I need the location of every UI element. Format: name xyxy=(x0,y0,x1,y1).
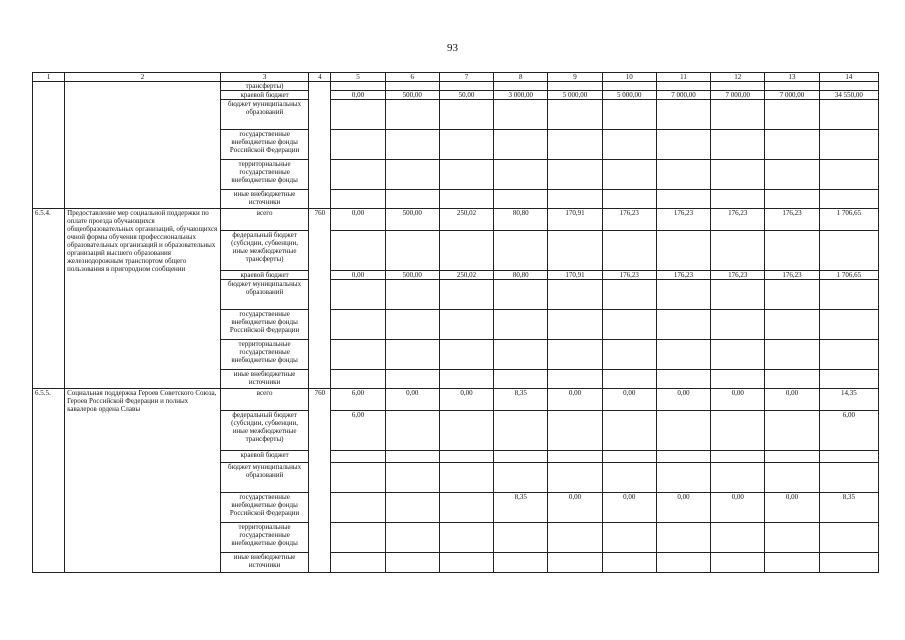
value-cell xyxy=(765,451,819,463)
value-cell xyxy=(494,553,548,573)
value-cell: 6,00 xyxy=(331,411,385,451)
value-cell xyxy=(331,553,385,573)
funding-source: иные внебюджетные источники xyxy=(220,190,308,209)
table-row xyxy=(33,209,879,231)
value-cell xyxy=(602,82,656,91)
value-cell: 176,23 xyxy=(602,209,656,231)
funding-source: краевой бюджет xyxy=(220,91,308,100)
value-cell: 14,35 xyxy=(819,389,878,411)
value-cell xyxy=(548,280,602,310)
value-cell xyxy=(765,190,819,209)
value-cell: 8,35 xyxy=(819,493,878,523)
value-cell: 176,23 xyxy=(711,271,765,280)
value-cell: 0,00 xyxy=(711,389,765,411)
value-cell: 170,91 xyxy=(548,271,602,280)
value-cell xyxy=(494,340,548,370)
value-cell xyxy=(819,451,878,463)
value-cell xyxy=(602,100,656,130)
value-cell xyxy=(548,231,602,271)
value-cell xyxy=(602,130,656,160)
value-cell xyxy=(385,340,439,370)
value-cell xyxy=(711,82,765,91)
value-cell xyxy=(602,370,656,389)
row-code xyxy=(33,82,65,209)
value-cell: 1 706,65 xyxy=(819,271,878,280)
funding-source: государственные внебюджетные фонды Российской Федерации xyxy=(220,130,308,160)
value-cell xyxy=(765,310,819,340)
value-cell xyxy=(656,190,710,209)
value-cell xyxy=(494,411,548,451)
value-cell xyxy=(385,463,439,493)
value-cell xyxy=(494,463,548,493)
value-cell xyxy=(439,493,493,523)
value-cell xyxy=(548,411,602,451)
value-cell xyxy=(602,523,656,553)
value-cell xyxy=(656,463,710,493)
value-cell xyxy=(819,100,878,130)
value-cell xyxy=(819,310,878,340)
value-cell: 0,00 xyxy=(765,389,819,411)
value-cell: 7 000,00 xyxy=(656,91,710,100)
value-cell: 7 000,00 xyxy=(765,91,819,100)
funding-source: территориальные государственные внебюджетные фонды xyxy=(220,160,308,190)
code-760 xyxy=(309,82,331,209)
value-cell xyxy=(439,100,493,130)
value-cell xyxy=(711,553,765,573)
value-cell xyxy=(711,523,765,553)
value-cell xyxy=(602,190,656,209)
row-code: 6.5.4. xyxy=(33,209,65,389)
value-cell: 0,00 xyxy=(385,389,439,411)
value-cell xyxy=(711,160,765,190)
funding-source: бюджет муниципальных образований xyxy=(220,100,308,130)
value-cell: 8,35 xyxy=(494,493,548,523)
value-cell xyxy=(819,370,878,389)
value-cell: 176,23 xyxy=(765,271,819,280)
value-cell xyxy=(765,280,819,310)
value-cell xyxy=(331,493,385,523)
value-cell: 500,00 xyxy=(385,271,439,280)
value-cell xyxy=(602,280,656,310)
funding-source: бюджет муниципальных образований xyxy=(220,280,308,310)
value-cell xyxy=(439,523,493,553)
value-cell: 176,23 xyxy=(656,271,710,280)
funding-source: бюджет муниципальных образований xyxy=(220,463,308,493)
value-cell: 0,00 xyxy=(711,493,765,523)
value-cell xyxy=(602,553,656,573)
value-cell: 34 550,00 xyxy=(819,91,878,100)
value-cell: 1 706,65 xyxy=(819,209,878,231)
column-number-10: 10 xyxy=(602,73,656,82)
value-cell xyxy=(494,130,548,160)
funding-source: иные внебюджетные источники xyxy=(220,370,308,389)
funding-source: всего xyxy=(220,209,308,231)
value-cell xyxy=(819,463,878,493)
funding-source: краевой бюджет xyxy=(220,451,308,463)
value-cell xyxy=(819,340,878,370)
value-cell xyxy=(656,82,710,91)
value-cell xyxy=(819,130,878,160)
funding-source: территориальные государственные внебюджетные фонды xyxy=(220,523,308,553)
value-cell xyxy=(331,82,385,91)
value-cell xyxy=(656,310,710,340)
value-cell xyxy=(385,310,439,340)
value-cell xyxy=(548,82,602,91)
value-cell xyxy=(494,82,548,91)
value-cell: 5 000,00 xyxy=(602,91,656,100)
row-code: 6.5.5. xyxy=(33,389,65,573)
column-number-2: 2 xyxy=(65,73,221,82)
column-number-5: 5 xyxy=(331,73,385,82)
value-cell xyxy=(548,340,602,370)
value-cell xyxy=(656,231,710,271)
value-cell: 8,35 xyxy=(494,389,548,411)
value-cell xyxy=(494,231,548,271)
value-cell: 250,02 xyxy=(439,209,493,231)
value-cell xyxy=(548,100,602,130)
value-cell xyxy=(656,130,710,160)
funding-source: государственные внебюджетные фонды Российской Федерации xyxy=(220,493,308,523)
value-cell xyxy=(385,280,439,310)
measure-name xyxy=(65,82,221,209)
value-cell xyxy=(602,231,656,271)
value-cell xyxy=(548,310,602,340)
value-cell xyxy=(385,523,439,553)
value-cell: 500,00 xyxy=(385,209,439,231)
value-cell xyxy=(439,310,493,340)
value-cell xyxy=(765,100,819,130)
value-cell: 176,23 xyxy=(765,209,819,231)
value-cell xyxy=(548,523,602,553)
value-cell xyxy=(385,231,439,271)
value-cell xyxy=(602,340,656,370)
value-cell: 0,00 xyxy=(331,91,385,100)
value-cell: 0,00 xyxy=(602,493,656,523)
column-number-11: 11 xyxy=(656,73,710,82)
value-cell xyxy=(494,370,548,389)
value-cell xyxy=(765,523,819,553)
value-cell xyxy=(548,370,602,389)
value-cell xyxy=(494,190,548,209)
value-cell: 0,00 xyxy=(656,389,710,411)
value-cell xyxy=(711,411,765,451)
funding-source: трансферты) xyxy=(220,82,308,91)
value-cell xyxy=(711,370,765,389)
value-cell xyxy=(548,451,602,463)
value-cell xyxy=(385,370,439,389)
value-cell xyxy=(439,280,493,310)
table-row xyxy=(33,389,879,411)
value-cell xyxy=(711,451,765,463)
value-cell: 0,00 xyxy=(548,493,602,523)
value-cell xyxy=(331,231,385,271)
value-cell xyxy=(765,82,819,91)
measure-name: Предоставление мер социальной поддержки по оплате проезда обучающихся общеобразовательных организаций, обучающихся очной формы обучения профессиональных образовательных организаций и образовательных организаций высшего образования железнодорожным транспортом общего пользования в пригородном сообщении xyxy=(65,209,221,389)
value-cell: 6,00 xyxy=(331,389,385,411)
table-row xyxy=(33,82,879,91)
funding-source: иные внебюджетные источники xyxy=(220,553,308,573)
column-number-4: 4 xyxy=(309,73,331,82)
value-cell xyxy=(765,231,819,271)
value-cell: 0,00 xyxy=(656,493,710,523)
value-cell xyxy=(656,553,710,573)
value-cell: 0,00 xyxy=(765,493,819,523)
value-cell xyxy=(439,340,493,370)
value-cell xyxy=(711,340,765,370)
value-cell: 500,00 xyxy=(385,91,439,100)
value-cell xyxy=(819,190,878,209)
value-cell xyxy=(602,160,656,190)
value-cell xyxy=(711,100,765,130)
value-cell xyxy=(602,451,656,463)
value-cell: 5 000,00 xyxy=(548,91,602,100)
value-cell xyxy=(439,370,493,389)
value-cell xyxy=(602,411,656,451)
value-cell xyxy=(548,130,602,160)
value-cell xyxy=(656,340,710,370)
value-cell: 176,23 xyxy=(656,209,710,231)
value-cell xyxy=(548,463,602,493)
value-cell xyxy=(711,130,765,160)
value-cell xyxy=(711,310,765,340)
value-cell xyxy=(711,190,765,209)
value-cell xyxy=(331,280,385,310)
value-cell xyxy=(331,310,385,340)
column-number-6: 6 xyxy=(385,73,439,82)
value-cell: 0,00 xyxy=(331,209,385,231)
value-cell xyxy=(439,82,493,91)
value-cell: 80,80 xyxy=(494,271,548,280)
value-cell xyxy=(656,411,710,451)
value-cell xyxy=(439,160,493,190)
value-cell xyxy=(819,160,878,190)
column-number-13: 13 xyxy=(765,73,819,82)
value-cell xyxy=(819,82,878,91)
value-cell xyxy=(385,130,439,160)
value-cell xyxy=(548,553,602,573)
value-cell xyxy=(765,370,819,389)
value-cell xyxy=(765,411,819,451)
value-cell xyxy=(765,340,819,370)
value-cell xyxy=(385,82,439,91)
funding-source: федеральный бюджет (субсидии, субвенции, иные межбюджетные трансферты) xyxy=(220,411,308,451)
value-cell xyxy=(439,411,493,451)
value-cell: 0,00 xyxy=(602,389,656,411)
value-cell xyxy=(331,340,385,370)
value-cell xyxy=(439,451,493,463)
code-760: 760 xyxy=(309,389,331,573)
value-cell xyxy=(385,100,439,130)
column-number-row xyxy=(33,73,879,82)
value-cell xyxy=(711,463,765,493)
funding-source: федеральный бюджет (субсидии, субвенции, иные межбюджетные трансферты) xyxy=(220,231,308,271)
value-cell: 176,23 xyxy=(602,271,656,280)
value-cell xyxy=(385,493,439,523)
funding-source: территориальные государственные внебюджетные фонды xyxy=(220,340,308,370)
value-cell xyxy=(439,130,493,160)
value-cell xyxy=(602,310,656,340)
value-cell xyxy=(711,280,765,310)
value-cell xyxy=(819,280,878,310)
value-cell xyxy=(765,160,819,190)
column-number-12: 12 xyxy=(711,73,765,82)
value-cell xyxy=(494,100,548,130)
value-cell: 3 000,00 xyxy=(494,91,548,100)
value-cell xyxy=(331,130,385,160)
value-cell: 80,80 xyxy=(494,209,548,231)
value-cell xyxy=(656,370,710,389)
value-cell xyxy=(439,553,493,573)
value-cell xyxy=(765,130,819,160)
column-number-8: 8 xyxy=(494,73,548,82)
code-760: 760 xyxy=(309,209,331,389)
value-cell xyxy=(602,463,656,493)
value-cell xyxy=(819,523,878,553)
measure-name: Социальная поддержка Героев Советского Союза, Героев Российской Федерации и полных кавалеров ордена Славы xyxy=(65,389,221,573)
value-cell: 0,00 xyxy=(548,389,602,411)
budget-table xyxy=(32,72,879,573)
value-cell xyxy=(656,160,710,190)
value-cell xyxy=(765,553,819,573)
funding-source: всего xyxy=(220,389,308,411)
value-cell xyxy=(765,463,819,493)
value-cell xyxy=(385,411,439,451)
value-cell xyxy=(331,451,385,463)
value-cell: 170,91 xyxy=(548,209,602,231)
value-cell: 50,00 xyxy=(439,91,493,100)
value-cell xyxy=(656,523,710,553)
value-cell xyxy=(331,523,385,553)
value-cell: 176,23 xyxy=(711,209,765,231)
funding-source: государственные внебюджетные фонды Российской Федерации xyxy=(220,310,308,340)
column-number-14: 14 xyxy=(819,73,878,82)
column-number-7: 7 xyxy=(439,73,493,82)
value-cell xyxy=(331,370,385,389)
value-cell: 7 000,00 xyxy=(711,91,765,100)
column-number-1: 1 xyxy=(33,73,65,82)
value-cell: 6,00 xyxy=(819,411,878,451)
value-cell: 0,00 xyxy=(439,389,493,411)
value-cell xyxy=(494,160,548,190)
value-cell xyxy=(711,231,765,271)
value-cell xyxy=(494,310,548,340)
column-number-9: 9 xyxy=(548,73,602,82)
value-cell xyxy=(439,231,493,271)
value-cell xyxy=(331,100,385,130)
value-cell xyxy=(494,280,548,310)
funding-source: краевой бюджет xyxy=(220,271,308,280)
value-cell: 250,02 xyxy=(439,271,493,280)
value-cell: 0,00 xyxy=(331,271,385,280)
value-cell xyxy=(656,280,710,310)
value-cell xyxy=(385,553,439,573)
value-cell xyxy=(331,190,385,209)
value-cell xyxy=(439,463,493,493)
value-cell xyxy=(331,160,385,190)
value-cell xyxy=(819,231,878,271)
value-cell xyxy=(331,463,385,493)
value-cell xyxy=(385,451,439,463)
value-cell xyxy=(819,553,878,573)
value-cell xyxy=(494,523,548,553)
page-number: 93 xyxy=(447,42,458,54)
value-cell xyxy=(656,100,710,130)
value-cell xyxy=(385,190,439,209)
value-cell xyxy=(548,160,602,190)
value-cell xyxy=(439,190,493,209)
value-cell xyxy=(656,451,710,463)
value-cell xyxy=(548,190,602,209)
value-cell xyxy=(385,160,439,190)
value-cell xyxy=(494,451,548,463)
column-number-3: 3 xyxy=(220,73,308,82)
